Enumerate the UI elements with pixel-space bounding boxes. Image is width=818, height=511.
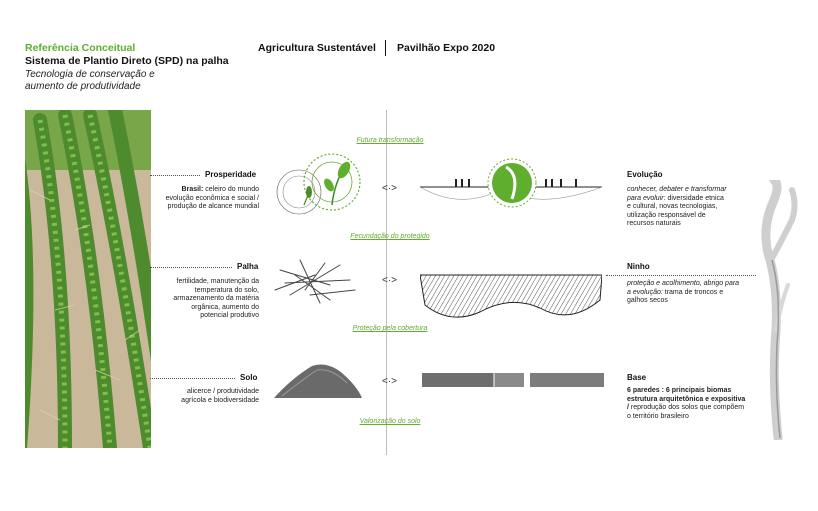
double-arrow-icon: <·> [382,376,398,387]
pavilion-elevation-illustration [420,155,602,215]
row-lead: Brasil: [181,186,204,193]
soil-pile-illustration [272,358,364,403]
row-body: trama de troncos e galhos secos [627,288,724,305]
transition-protecao: Proteção pela cobertura [352,325,428,332]
leader-line [150,267,232,268]
row-text-palha: fertilidade, manutenção da temperatura do solo, armazenamento da matéria orgânica, aumento do potencial produtivo [173,278,259,320]
row-body: celeiro do mundo evolução econômica e social / produção de alcance mundial [165,186,259,211]
header-description: Tecnologia de conservação e aumento de produtividade [25,69,155,92]
row-label-base: Base [627,373,647,382]
header-center-left: Agricultura Sustentável [258,42,376,54]
header-center-right: Pavilhão Expo 2020 [397,42,496,54]
nest-roof-illustration [420,270,602,325]
row-text-solo: alicerce / produtividade agrícola e biodiversidade [181,388,259,404]
header-subtitle: Sistema de Plantio Direto (SPD) na palha [25,55,229,67]
row-text-ninho [627,280,742,306]
row-lead: conhecer, debater e transformar para evoluir: [627,186,727,202]
double-arrow-icon: <·> [382,183,398,194]
row-body: reprodução dos solos que compõem o território brasileiro [627,404,745,420]
transition-valorizacao: Valorização do solo [359,418,421,425]
transition-futura: Futura transformação [356,137,424,144]
row-label-solo: Solo [240,373,258,382]
row-label-prosperidade: Prosperidade [205,170,257,179]
row-label-ninho: Ninho [627,262,650,271]
row-lead: proteção e acolhimento, abrigo para a evolução: [627,280,740,296]
row-text-evolucao [627,186,727,229]
row-label-palha: Palha [237,262,259,271]
transition-fecundacao: Fecundação do protegido [350,233,430,240]
soil-walls-illustration [422,373,604,387]
row-body: diversidade etnica e cultural, novas tecnologias, utilização responsável de recursos naturais [627,194,724,228]
crop-field-image [25,110,151,448]
header-separator [385,40,386,56]
row-text-prosperidade [165,186,259,212]
leader-line [150,175,200,176]
straw-illustration [270,255,360,310]
tree-branch-illustration [752,180,800,440]
header-title: Referência Conceitual [25,42,136,54]
row-label-evolucao: Evolução [627,170,663,179]
leader-line [606,275,756,276]
row-text-base [627,387,749,421]
double-arrow-icon: <·> [382,275,398,286]
row-lead: 6 paredes : 6 principais biomas estrutura arquitetônica e expositiva / [627,387,746,412]
leader-line [150,378,235,379]
sprout-circles-illustration [274,150,364,220]
